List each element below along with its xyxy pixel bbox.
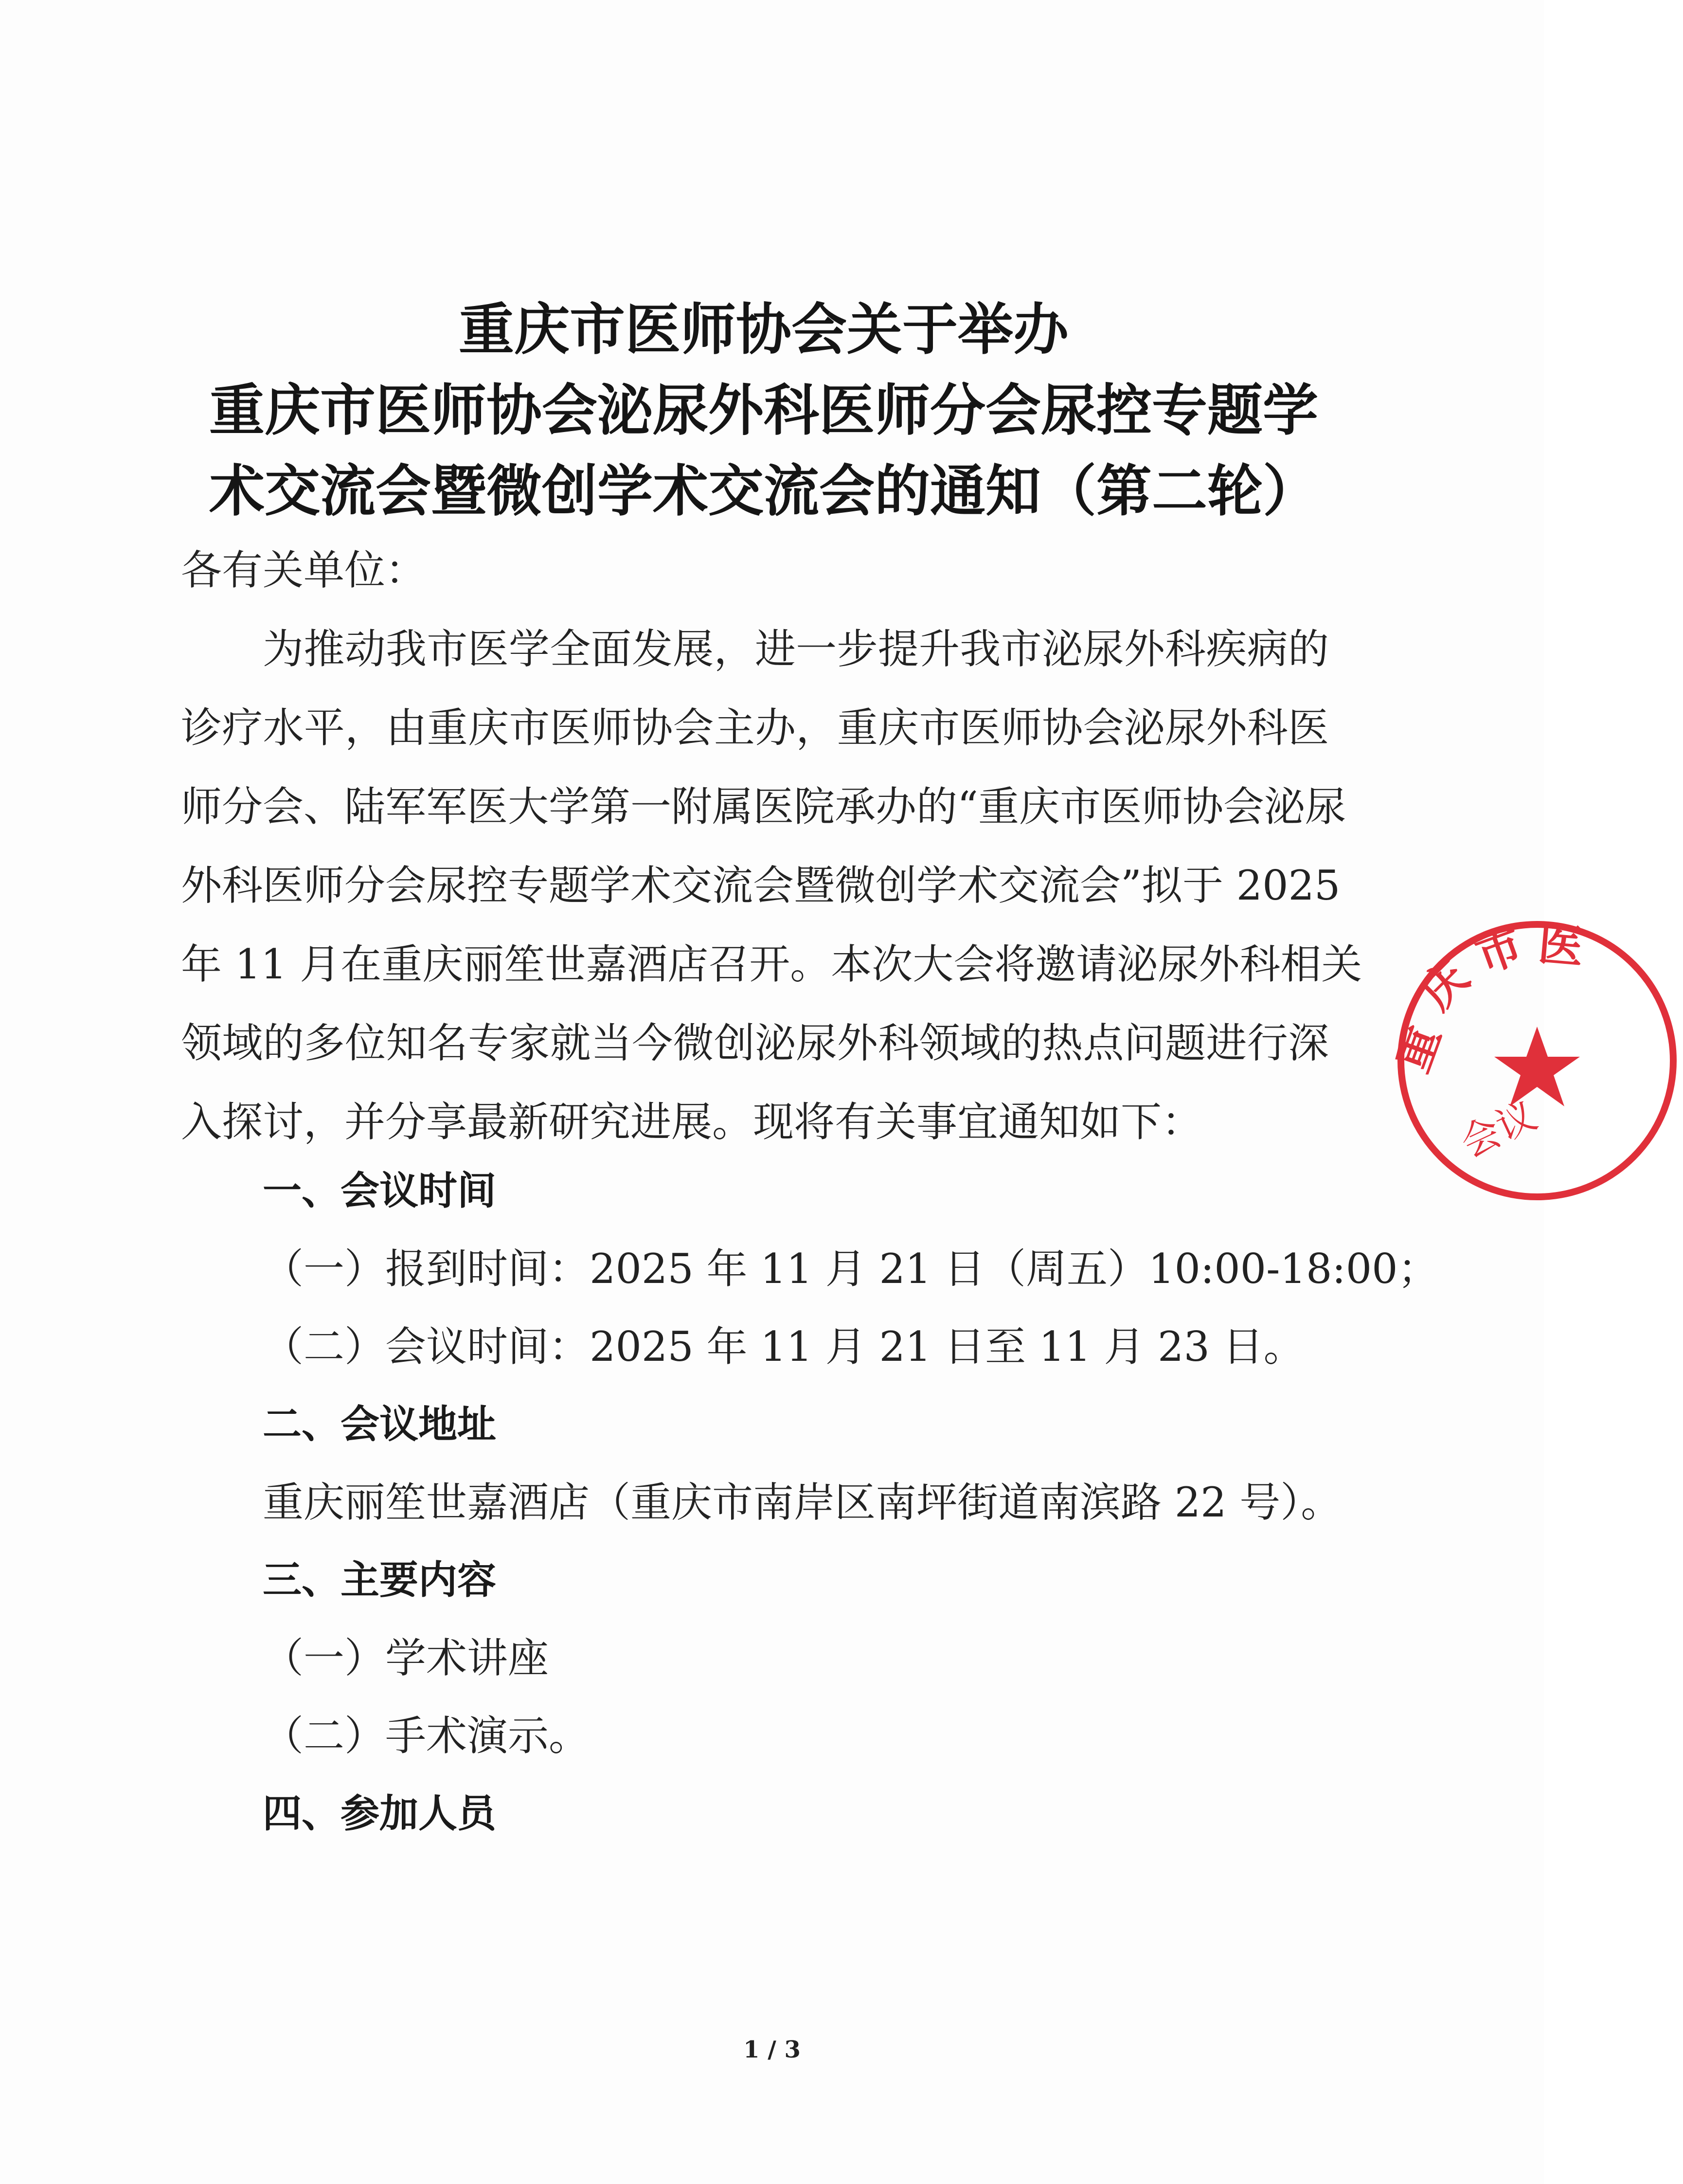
seal-lower-text: 会议 <box>1453 1092 1544 1167</box>
intro-line: 诊疗水平，由重庆市医师协会主办，重庆市医师协会泌尿外科医 <box>181 704 1329 752</box>
document-title-line-2: 重庆市医师协会泌尿外科医师分会尿控专题学 <box>209 378 1318 443</box>
intro-line: 外科医师分会尿控专题学术交流会暨微创学术交流会”拟于 2025 <box>181 862 1341 909</box>
section-item: （一）学术讲座 <box>263 1634 549 1682</box>
section-heading-address: 二、会议地址 <box>263 1402 496 1447</box>
intro-line: 入探讨，并分享最新研究进展。现将有关事宜通知如下： <box>181 1098 1203 1146</box>
section-item: （二）会议时间：2025 年 11 月 21 日至 11 月 23 日。 <box>263 1323 1305 1371</box>
salutation: 各有关单位： <box>181 546 427 594</box>
seal-star-icon <box>1494 1027 1580 1106</box>
official-seal <box>1386 915 1683 1207</box>
section-item: （二）手术演示。 <box>263 1712 590 1760</box>
intro-line: 年 11 月在重庆丽笙世嘉酒店召开。本次大会将邀请泌尿外科相关 <box>181 940 1362 988</box>
section-item: （一）报到时间：2025 年 11 月 21 日（周五）10:00-18:00； <box>263 1245 1439 1293</box>
seal-char: 庆 <box>1410 951 1479 1020</box>
intro-line: 领域的多位知名专家就当今微创泌尿外科领域的热点问题进行深 <box>181 1019 1329 1067</box>
intro-line: 师分会、陆军军医大学第一附属医院承办的“重庆市医师协会泌尿 <box>181 783 1346 830</box>
seal-char: 市 <box>1469 919 1529 983</box>
seal-char: 医 <box>1536 918 1586 974</box>
section-heading-participants: 四、参加人员 <box>263 1791 496 1836</box>
document-title-line-3: 术交流会暨微创学术交流会的通知（第二轮） <box>209 458 1318 523</box>
page-number: 1 / 3 <box>743 2036 801 2063</box>
section-item: 重庆丽笙世嘉酒店（重庆市南岸区南坪街道南滨路 22 号）。 <box>263 1479 1342 1526</box>
seal-char: 重 <box>1386 1019 1451 1079</box>
intro-line: 为推动我市医学全面发展，进一步提升我市泌尿外科疾病的 <box>263 625 1329 673</box>
section-heading-time: 一、会议时间 <box>263 1168 496 1213</box>
document-title-line-1: 重庆市医师协会关于举办 <box>458 297 1069 362</box>
section-heading-content: 三、主要内容 <box>263 1557 496 1603</box>
